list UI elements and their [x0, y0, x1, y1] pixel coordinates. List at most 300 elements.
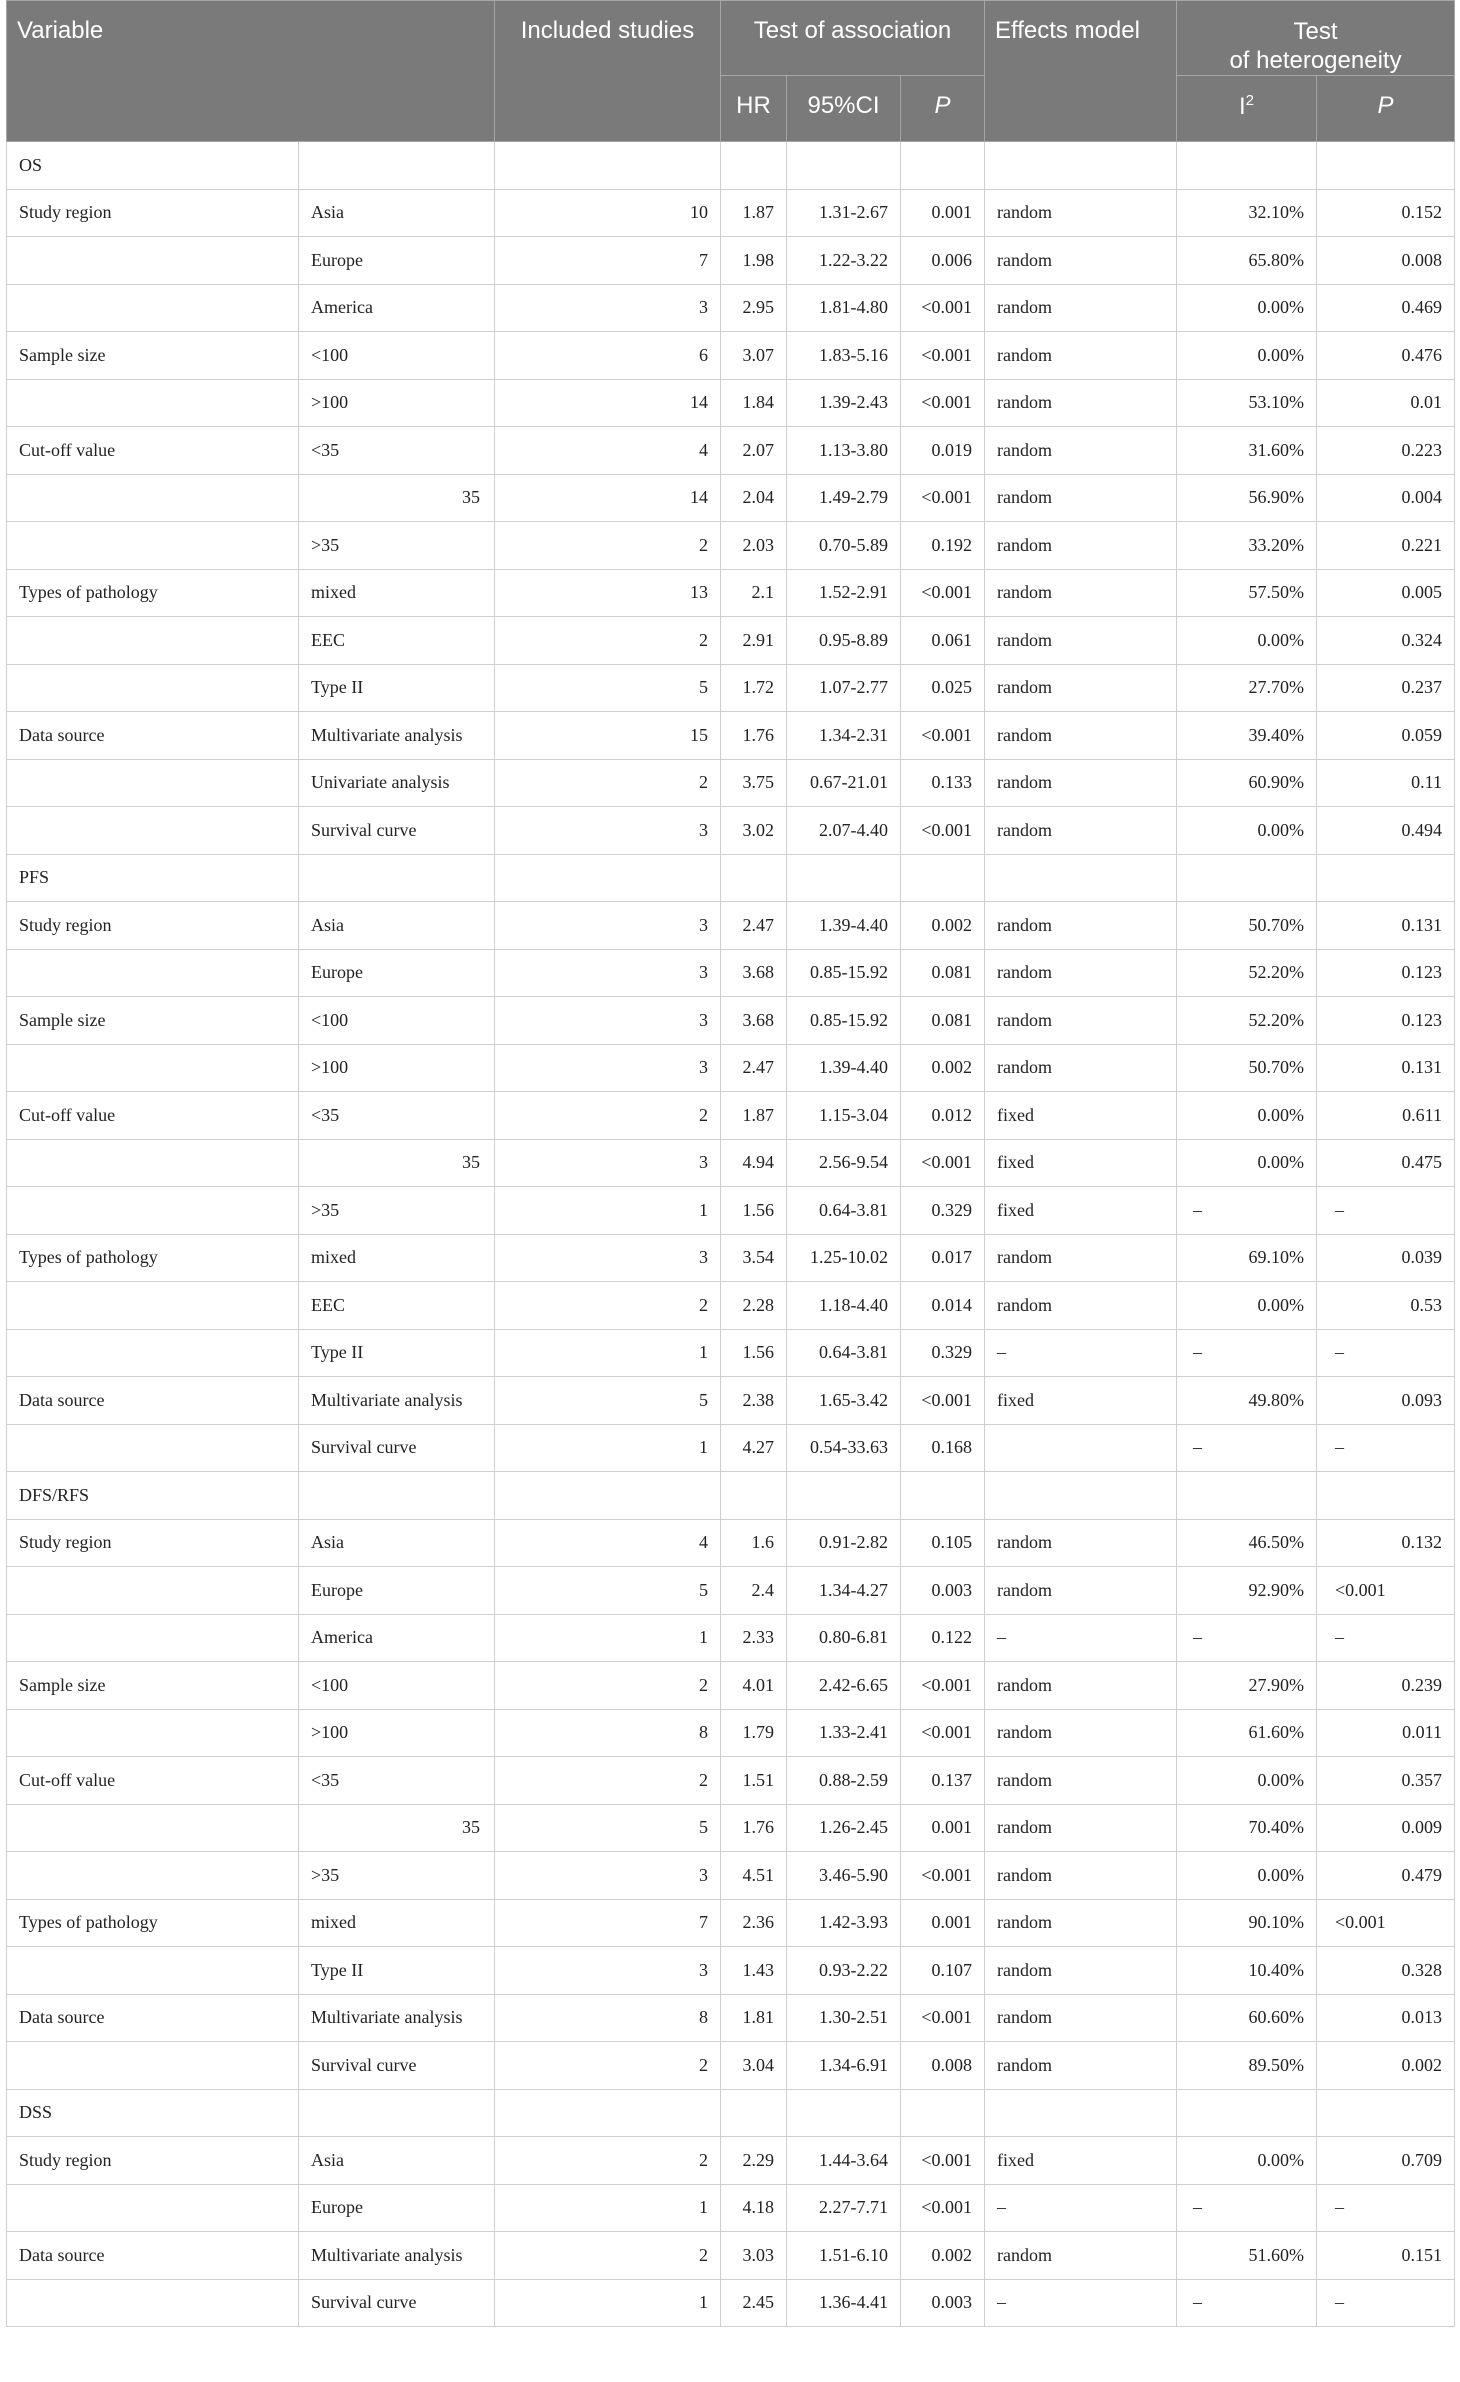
- cell-p: 0.329: [901, 1187, 985, 1235]
- cell-hr: 2.07: [721, 427, 787, 475]
- cell-p-heterogeneity: 0.494: [1317, 807, 1455, 855]
- cell-effects-model: fixed: [985, 1377, 1177, 1425]
- cell-i2: 60.90%: [1177, 759, 1317, 807]
- table-body: [7, 142, 1455, 2327]
- cell-p-heterogeneity: 0.324: [1317, 617, 1455, 665]
- cell-p-heterogeneity: –: [1317, 1424, 1455, 1472]
- empty-cell: [985, 1472, 1177, 1520]
- cell-p: 0.002: [901, 1044, 985, 1092]
- header-95ci: 95%CI: [787, 76, 901, 142]
- cell-hr: 2.33: [721, 1614, 787, 1662]
- empty-cell: [1177, 1472, 1317, 1520]
- header-hr: HR: [721, 76, 787, 142]
- cell-included-studies: 5: [495, 664, 721, 712]
- cell-95ci: 1.34-4.27: [787, 1567, 901, 1615]
- cell-subgroup: Survival curve: [299, 2279, 495, 2327]
- cell-hr: 1.79: [721, 1709, 787, 1757]
- cell-effects-model: random: [985, 522, 1177, 570]
- cell-effects-model: random: [985, 1234, 1177, 1282]
- cell-hr: 1.43: [721, 1947, 787, 1995]
- empty-cell: [787, 854, 901, 902]
- cell-i2: 31.60%: [1177, 427, 1317, 475]
- section-row: [7, 1472, 1455, 1520]
- cell-p-heterogeneity: 0.53: [1317, 1282, 1455, 1330]
- cell-included-studies: 5: [495, 1804, 721, 1852]
- table-row: [7, 1092, 1455, 1140]
- cell-hr: 3.03: [721, 2232, 787, 2280]
- cell-variable: [7, 1424, 299, 1472]
- cell-subgroup: <35: [299, 1092, 495, 1140]
- cell-p-heterogeneity: 0.011: [1317, 1709, 1455, 1757]
- cell-variable: Sample size: [7, 1662, 299, 1710]
- cell-95ci: 2.07-4.40: [787, 807, 901, 855]
- table-row: [7, 237, 1455, 285]
- header-p-text: P: [934, 92, 951, 119]
- cell-i2: 32.10%: [1177, 189, 1317, 237]
- cell-effects-model: random: [985, 189, 1177, 237]
- header-included-studies: Included studies: [495, 1, 721, 142]
- cell-p: 0.003: [901, 2279, 985, 2327]
- cell-hr: 4.18: [721, 2184, 787, 2232]
- cell-variable: Study region: [7, 189, 299, 237]
- cell-hr: 2.03: [721, 522, 787, 570]
- cell-subgroup: America: [299, 284, 495, 332]
- cell-p-heterogeneity: 0.239: [1317, 1662, 1455, 1710]
- cell-subgroup: Type II: [299, 664, 495, 712]
- cell-p-heterogeneity: 0.093: [1317, 1377, 1455, 1425]
- cell-included-studies: 2: [495, 2137, 721, 2185]
- cell-variable: [7, 1567, 299, 1615]
- cell-variable: Study region: [7, 902, 299, 950]
- cell-effects-model: random: [985, 759, 1177, 807]
- cell-p: <0.001: [901, 807, 985, 855]
- cell-included-studies: 3: [495, 949, 721, 997]
- cell-p: 0.081: [901, 949, 985, 997]
- header-p-heterogeneity: [1317, 76, 1455, 142]
- table-row: [7, 664, 1455, 712]
- cell-hr: 2.45: [721, 2279, 787, 2327]
- cell-95ci: 1.81-4.80: [787, 284, 901, 332]
- cell-p: <0.001: [901, 1709, 985, 1757]
- table-row: [7, 1614, 1455, 1662]
- cell-95ci: 1.39-4.40: [787, 1044, 901, 1092]
- cell-effects-model: random: [985, 712, 1177, 760]
- table-row: [7, 1424, 1455, 1472]
- section-row: [7, 854, 1455, 902]
- empty-cell: [1317, 1472, 1455, 1520]
- cell-effects-model: fixed: [985, 1139, 1177, 1187]
- cell-variable: [7, 1852, 299, 1900]
- empty-cell: [299, 2089, 495, 2137]
- cell-p-heterogeneity: 0.059: [1317, 712, 1455, 760]
- cell-i2: 0.00%: [1177, 807, 1317, 855]
- cell-included-studies: 2: [495, 617, 721, 665]
- cell-i2: 49.80%: [1177, 1377, 1317, 1425]
- cell-variable: [7, 522, 299, 570]
- cell-95ci: 0.80-6.81: [787, 1614, 901, 1662]
- cell-subgroup: Survival curve: [299, 1424, 495, 1472]
- cell-p: 0.122: [901, 1614, 985, 1662]
- table-row: [7, 1282, 1455, 1330]
- cell-effects-model: random: [985, 1994, 1177, 2042]
- table-row: [7, 2137, 1455, 2185]
- cell-included-studies: 5: [495, 1377, 721, 1425]
- cell-hr: 1.76: [721, 1804, 787, 1852]
- cell-i2: 27.90%: [1177, 1662, 1317, 1710]
- cell-95ci: 1.39-4.40: [787, 902, 901, 950]
- cell-95ci: 1.18-4.40: [787, 1282, 901, 1330]
- cell-95ci: 1.07-2.77: [787, 664, 901, 712]
- cell-p-heterogeneity: 0.131: [1317, 902, 1455, 950]
- cell-p-heterogeneity: 0.009: [1317, 1804, 1455, 1852]
- cell-i2: –: [1177, 2184, 1317, 2232]
- cell-p: 0.002: [901, 2232, 985, 2280]
- cell-included-studies: 1: [495, 1329, 721, 1377]
- header-test-of-association: Test of association: [721, 1, 985, 76]
- cell-included-studies: 6: [495, 332, 721, 380]
- cell-hr: 1.51: [721, 1757, 787, 1805]
- cell-p: 0.192: [901, 522, 985, 570]
- cell-i2: –: [1177, 1614, 1317, 1662]
- cell-subgroup: Europe: [299, 2184, 495, 2232]
- cell-variable: Types of pathology: [7, 1899, 299, 1947]
- table-row: [7, 522, 1455, 570]
- cell-effects-model: random: [985, 1947, 1177, 1995]
- cell-i2: 53.10%: [1177, 379, 1317, 427]
- cell-95ci: 0.67-21.01: [787, 759, 901, 807]
- cell-i2: 0.00%: [1177, 1757, 1317, 1805]
- table-row: [7, 1329, 1455, 1377]
- cell-95ci: 0.91-2.82: [787, 1519, 901, 1567]
- cell-i2: –: [1177, 1424, 1317, 1472]
- cell-95ci: 1.49-2.79: [787, 474, 901, 522]
- cell-95ci: 1.34-6.91: [787, 2042, 901, 2090]
- cell-i2: 50.70%: [1177, 902, 1317, 950]
- cell-hr: 4.27: [721, 1424, 787, 1472]
- cell-i2: 33.20%: [1177, 522, 1317, 570]
- cell-variable: [7, 1614, 299, 1662]
- cell-hr: 2.47: [721, 1044, 787, 1092]
- cell-95ci: 1.42-3.93: [787, 1899, 901, 1947]
- cell-95ci: 1.44-3.64: [787, 2137, 901, 2185]
- cell-p: <0.001: [901, 1852, 985, 1900]
- cell-p: <0.001: [901, 1994, 985, 2042]
- cell-p: 0.081: [901, 997, 985, 1045]
- cell-hr: 2.91: [721, 617, 787, 665]
- table-row: [7, 1994, 1455, 2042]
- cell-hr: 3.04: [721, 2042, 787, 2090]
- cell-subgroup: >35: [299, 522, 495, 570]
- cell-subgroup: mixed: [299, 569, 495, 617]
- cell-i2: 0.00%: [1177, 1282, 1317, 1330]
- cell-included-studies: 2: [495, 1662, 721, 1710]
- cell-hr: 4.01: [721, 1662, 787, 1710]
- section-label: OS: [7, 142, 299, 190]
- cell-hr: 1.56: [721, 1187, 787, 1235]
- empty-cell: [721, 1472, 787, 1520]
- cell-effects-model: –: [985, 1329, 1177, 1377]
- cell-included-studies: 2: [495, 2042, 721, 2090]
- cell-p: <0.001: [901, 379, 985, 427]
- cell-variable: Study region: [7, 1519, 299, 1567]
- cell-95ci: 1.65-3.42: [787, 1377, 901, 1425]
- cell-hr: 4.94: [721, 1139, 787, 1187]
- cell-95ci: 2.27-7.71: [787, 2184, 901, 2232]
- cell-hr: 2.95: [721, 284, 787, 332]
- cell-p-heterogeneity: 0.01: [1317, 379, 1455, 427]
- cell-95ci: 1.39-2.43: [787, 379, 901, 427]
- cell-included-studies: 3: [495, 284, 721, 332]
- cell-i2: 39.40%: [1177, 712, 1317, 760]
- empty-cell: [1177, 2089, 1317, 2137]
- cell-95ci: 1.25-10.02: [787, 1234, 901, 1282]
- cell-subgroup: >100: [299, 1709, 495, 1757]
- table-row: [7, 474, 1455, 522]
- cell-variable: [7, 1329, 299, 1377]
- cell-i2: 92.90%: [1177, 1567, 1317, 1615]
- cell-effects-model: random: [985, 1804, 1177, 1852]
- empty-cell: [721, 2089, 787, 2137]
- cell-i2: 0.00%: [1177, 284, 1317, 332]
- cell-hr: 2.4: [721, 1567, 787, 1615]
- cell-95ci: 1.33-2.41: [787, 1709, 901, 1757]
- cell-subgroup: EEC: [299, 1282, 495, 1330]
- cell-effects-model: random: [985, 237, 1177, 285]
- cell-i2: 0.00%: [1177, 1139, 1317, 1187]
- cell-p-heterogeneity: 0.008: [1317, 237, 1455, 285]
- cell-included-studies: 3: [495, 902, 721, 950]
- cell-variable: [7, 1709, 299, 1757]
- cell-i2: 61.60%: [1177, 1709, 1317, 1757]
- cell-included-studies: 1: [495, 2279, 721, 2327]
- cell-p: 0.003: [901, 1567, 985, 1615]
- cell-hr: 3.75: [721, 759, 787, 807]
- cell-effects-model: –: [985, 2279, 1177, 2327]
- cell-included-studies: 3: [495, 1947, 721, 1995]
- cell-variable: [7, 1044, 299, 1092]
- cell-p: <0.001: [901, 2184, 985, 2232]
- cell-included-studies: 8: [495, 1994, 721, 2042]
- cell-included-studies: 3: [495, 1044, 721, 1092]
- cell-subgroup: Europe: [299, 1567, 495, 1615]
- cell-p-heterogeneity: 0.152: [1317, 189, 1455, 237]
- cell-p-heterogeneity: 0.221: [1317, 522, 1455, 570]
- empty-cell: [901, 142, 985, 190]
- cell-hr: 2.1: [721, 569, 787, 617]
- cell-subgroup: Multivariate analysis: [299, 712, 495, 760]
- cell-subgroup: Univariate analysis: [299, 759, 495, 807]
- cell-variable: [7, 807, 299, 855]
- cell-i2: 69.10%: [1177, 1234, 1317, 1282]
- cell-included-studies: 3: [495, 997, 721, 1045]
- empty-cell: [299, 854, 495, 902]
- cell-effects-model: random: [985, 1567, 1177, 1615]
- cell-subgroup: <35: [299, 1757, 495, 1805]
- cell-included-studies: 14: [495, 474, 721, 522]
- table-row: [7, 1757, 1455, 1805]
- cell-p: <0.001: [901, 1662, 985, 1710]
- cell-effects-model: random: [985, 427, 1177, 475]
- cell-p-heterogeneity: 0.223: [1317, 427, 1455, 475]
- cell-variable: [7, 949, 299, 997]
- table-row: [7, 1377, 1455, 1425]
- cell-subgroup: Survival curve: [299, 2042, 495, 2090]
- cell-variable: [7, 759, 299, 807]
- cell-variable: [7, 1804, 299, 1852]
- cell-p-heterogeneity: 0.469: [1317, 284, 1455, 332]
- cell-p: 0.017: [901, 1234, 985, 1282]
- table-row: [7, 2279, 1455, 2327]
- empty-cell: [1317, 2089, 1455, 2137]
- cell-i2: 0.00%: [1177, 332, 1317, 380]
- cell-variable: Data source: [7, 2232, 299, 2280]
- cell-hr: 2.28: [721, 1282, 787, 1330]
- cell-hr: 2.29: [721, 2137, 787, 2185]
- cell-variable: [7, 2042, 299, 2090]
- cell-p: 0.006: [901, 237, 985, 285]
- cell-95ci: 1.30-2.51: [787, 1994, 901, 2042]
- empty-cell: [721, 142, 787, 190]
- cell-included-studies: 5: [495, 1567, 721, 1615]
- cell-p-heterogeneity: 0.611: [1317, 1092, 1455, 1140]
- cell-p: <0.001: [901, 569, 985, 617]
- cell-included-studies: 2: [495, 1757, 721, 1805]
- cell-effects-model: random: [985, 1662, 1177, 1710]
- cell-p: 0.001: [901, 1899, 985, 1947]
- cell-p-heterogeneity: 0.11: [1317, 759, 1455, 807]
- cell-variable: [7, 1282, 299, 1330]
- cell-hr: 2.36: [721, 1899, 787, 1947]
- cell-i2: 70.40%: [1177, 1804, 1317, 1852]
- cell-subgroup: Asia: [299, 189, 495, 237]
- cell-p: 0.329: [901, 1329, 985, 1377]
- empty-cell: [721, 854, 787, 902]
- cell-95ci: 1.51-6.10: [787, 2232, 901, 2280]
- cell-hr: 1.76: [721, 712, 787, 760]
- cell-effects-model: random: [985, 1044, 1177, 1092]
- empty-cell: [901, 854, 985, 902]
- cell-subgroup: mixed: [299, 1234, 495, 1282]
- empty-cell: [1177, 142, 1317, 190]
- cell-95ci: 0.95-8.89: [787, 617, 901, 665]
- cell-subgroup: Asia: [299, 2137, 495, 2185]
- header-i2: [1177, 76, 1317, 142]
- cell-subgroup: <35: [299, 427, 495, 475]
- section-label: PFS: [7, 854, 299, 902]
- cell-i2: 90.10%: [1177, 1899, 1317, 1947]
- table-row: [7, 1044, 1455, 1092]
- cell-variable: Data source: [7, 712, 299, 760]
- cell-p: 0.133: [901, 759, 985, 807]
- cell-95ci: 0.85-15.92: [787, 949, 901, 997]
- empty-cell: [787, 142, 901, 190]
- cell-subgroup: <100: [299, 997, 495, 1045]
- cell-p: 0.008: [901, 2042, 985, 2090]
- table-row: [7, 1852, 1455, 1900]
- empty-cell: [299, 1472, 495, 1520]
- cell-i2: –: [1177, 1187, 1317, 1235]
- cell-included-studies: 3: [495, 1234, 721, 1282]
- cell-p: 0.014: [901, 1282, 985, 1330]
- cell-effects-model: random: [985, 807, 1177, 855]
- cell-p-heterogeneity: 0.328: [1317, 1947, 1455, 1995]
- cell-i2: –: [1177, 1329, 1317, 1377]
- empty-cell: [901, 2089, 985, 2137]
- cell-95ci: 0.70-5.89: [787, 522, 901, 570]
- cell-p-heterogeneity: –: [1317, 1329, 1455, 1377]
- cell-95ci: 0.88-2.59: [787, 1757, 901, 1805]
- cell-effects-model: random: [985, 332, 1177, 380]
- cell-effects-model: random: [985, 1709, 1177, 1757]
- cell-included-studies: 8: [495, 1709, 721, 1757]
- cell-hr: 3.54: [721, 1234, 787, 1282]
- cell-variable: Data source: [7, 1994, 299, 2042]
- cell-i2: 51.60%: [1177, 2232, 1317, 2280]
- table-row: [7, 712, 1455, 760]
- cell-i2: –: [1177, 2279, 1317, 2327]
- cell-i2: 52.20%: [1177, 949, 1317, 997]
- cell-i2: 46.50%: [1177, 1519, 1317, 1567]
- cell-variable: Types of pathology: [7, 569, 299, 617]
- table-row: [7, 759, 1455, 807]
- cell-subgroup: 35: [299, 1804, 495, 1852]
- table-header: [7, 1, 1455, 142]
- cell-p-heterogeneity: 0.039: [1317, 1234, 1455, 1282]
- cell-p-heterogeneity: 0.005: [1317, 569, 1455, 617]
- cell-variable: Sample size: [7, 332, 299, 380]
- cell-effects-model: random: [985, 664, 1177, 712]
- cell-effects-model: random: [985, 902, 1177, 950]
- cell-variable: [7, 2184, 299, 2232]
- empty-cell: [495, 1472, 721, 1520]
- cell-subgroup: >35: [299, 1187, 495, 1235]
- cell-p-heterogeneity: <0.001: [1317, 1567, 1455, 1615]
- cell-included-studies: 2: [495, 1282, 721, 1330]
- table-row: [7, 569, 1455, 617]
- cell-subgroup: America: [299, 1614, 495, 1662]
- cell-variable: [7, 379, 299, 427]
- cell-hr: 3.68: [721, 949, 787, 997]
- table-row: [7, 807, 1455, 855]
- cell-95ci: 1.83-5.16: [787, 332, 901, 380]
- table-row: [7, 1947, 1455, 1995]
- cell-subgroup: <100: [299, 332, 495, 380]
- cell-included-studies: 7: [495, 1899, 721, 1947]
- cell-95ci: 2.42-6.65: [787, 1662, 901, 1710]
- table-row: [7, 1804, 1455, 1852]
- cell-subgroup: 35: [299, 474, 495, 522]
- cell-effects-model: random: [985, 617, 1177, 665]
- cell-i2: 27.70%: [1177, 664, 1317, 712]
- cell-subgroup: Asia: [299, 1519, 495, 1567]
- cell-effects-model: [985, 1424, 1177, 1472]
- cell-variable: [7, 1947, 299, 1995]
- cell-hr: 2.38: [721, 1377, 787, 1425]
- cell-included-studies: 2: [495, 759, 721, 807]
- empty-cell: [299, 142, 495, 190]
- cell-hr: 3.07: [721, 332, 787, 380]
- table-row: [7, 2042, 1455, 2090]
- cell-subgroup: Europe: [299, 237, 495, 285]
- cell-p-heterogeneity: 0.151: [1317, 2232, 1455, 2280]
- cell-95ci: 1.34-2.31: [787, 712, 901, 760]
- empty-cell: [495, 854, 721, 902]
- cell-subgroup: mixed: [299, 1899, 495, 1947]
- table-row: [7, 949, 1455, 997]
- section-row: [7, 2089, 1455, 2137]
- cell-p-heterogeneity: –: [1317, 1614, 1455, 1662]
- cell-effects-model: random: [985, 1852, 1177, 1900]
